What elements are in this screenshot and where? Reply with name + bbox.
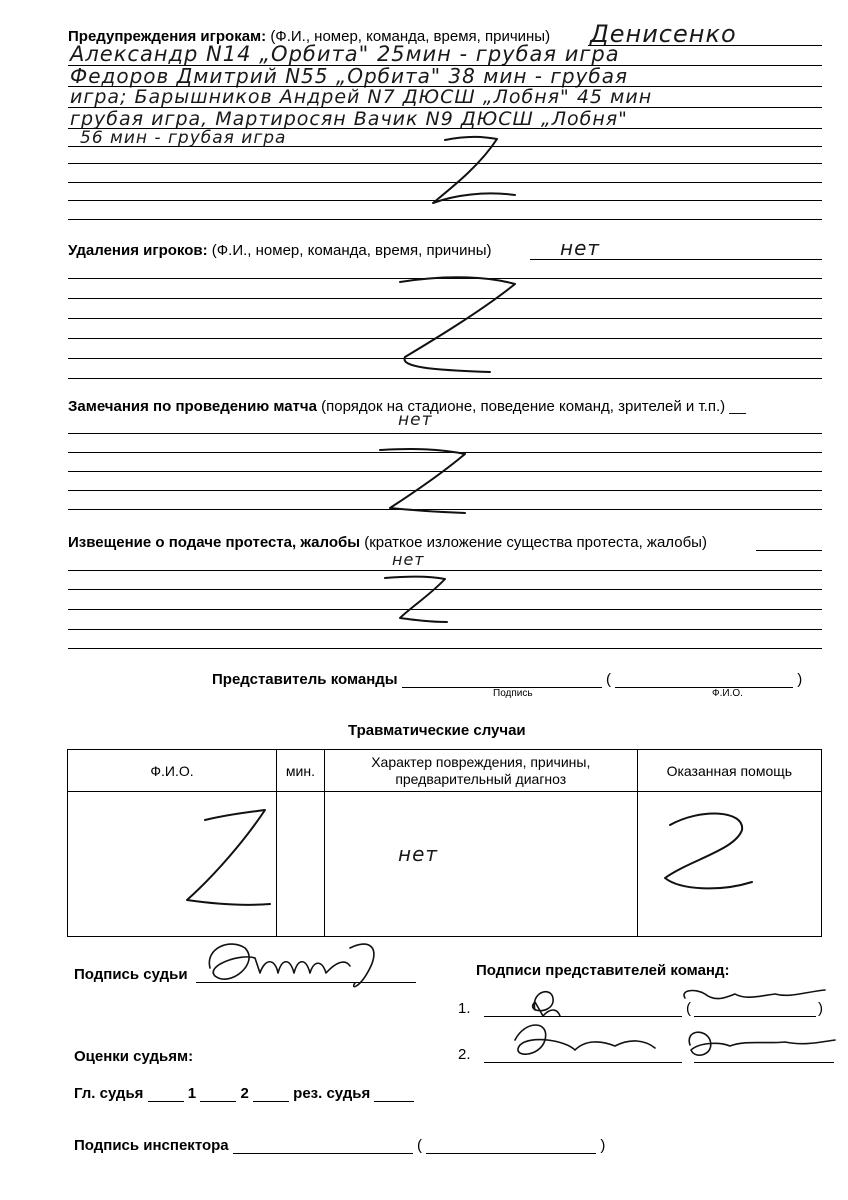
trauma-table [67,749,822,937]
rule [756,550,822,551]
rule [68,648,822,649]
rule [68,609,822,610]
rule [68,589,822,590]
grades-row [74,1084,414,1102]
team-rep-row [212,670,802,688]
rule [68,163,822,164]
remarks-heading: Замечания по проведению матча (порядок на стадионе, поведение команд, зрителей и т.п.) __ [68,398,746,415]
col-min: мин. [276,750,324,792]
rule [68,378,822,379]
rule [68,433,822,434]
rule [68,570,822,571]
rule [68,298,822,299]
paren-close: ) [818,1000,823,1017]
paren-close: ) [797,671,803,688]
paren-close: ) [600,1137,606,1154]
z-strike-mark [415,125,525,215]
reps-sign-label: Подписи представителей команд: [476,962,730,979]
rule [68,471,822,472]
team-rep-name-line [615,670,793,688]
protest-value: нет [392,550,425,569]
team-rep-sign-line [402,670,602,688]
warnings-hint: (Ф.И., номер, команда, время, причины) [270,28,551,45]
col-nature-line-2: предварительный диагноз [395,770,567,787]
rule [68,200,822,201]
cell-help [637,792,821,937]
inspector-label: Подпись инспектора [74,1137,229,1154]
team-rep-label: Представитель команды [212,671,398,688]
z-strike-mark [370,262,530,382]
protest-heading [68,534,707,551]
grade-two-line [253,1084,289,1102]
grades-two: 2 [240,1085,249,1102]
rule [68,318,822,319]
warnings-line-2: Федоров Дмитрий N55 „Орбита" 38 мин - грубая [70,64,628,88]
rep2-name-line [694,1062,834,1063]
referee-sign-label: Подпись судьи [74,966,188,983]
cell-nature [324,792,637,937]
warnings-line-0: Денисенко [590,20,737,48]
grades-reserve: рез. судья [293,1085,371,1102]
remarks-label: Замечания по проведению матча [68,398,317,415]
rule [68,452,822,453]
paren-open: ( [686,1000,691,1017]
rule [68,182,822,183]
inspector-row [74,1136,605,1154]
reps-num-1: 1. [458,1000,471,1017]
grades-main: Гл. судья [74,1085,144,1102]
removals-heading [68,242,492,259]
warnings-label: Предупреждения игрокам: [68,28,267,45]
grade-reserve-line [374,1084,414,1102]
protest-label: Извещение о подаче протеста, жалобы [68,534,361,551]
rule [68,219,822,220]
rule [68,490,822,491]
z-strike-mark [375,570,455,630]
rule [68,358,822,359]
warnings-line-3: игра; Барышников Андрей N7 ДЮСШ „Лобня" 45 мин [70,86,653,108]
inspector-sign-line [233,1136,413,1154]
reps-num-2: 2. [458,1046,471,1063]
referee-signature [200,928,400,998]
protest-hint: (краткое изложение существа протеста, жалобы) [364,534,707,551]
remarks-hint: (порядок на стадионе, поведение команд, зрителей и т.п.) [321,398,726,415]
warnings-line-4: грубая игра, Мартиросян Вачик N9 ДЮСШ „Лобня" [70,108,628,130]
rule [68,146,822,147]
reps-signatures [505,980,845,1075]
grade-one-line [200,1084,236,1102]
team-rep-sign-caption: Подпись [493,688,533,699]
col-help: Оказанная помощь [637,750,821,792]
team-rep-name-caption: Ф.И.О. [712,688,743,699]
col-name: Ф.И.О. [68,750,277,792]
col-nature [324,750,637,792]
rule [68,278,822,279]
warnings-line-1: Александр N14 „Орбита" 25мин - грубая игра [70,42,620,66]
rep1-name-line [694,1016,816,1017]
rule [68,629,822,630]
paren-open: ( [416,1137,422,1154]
rule [68,509,822,510]
removals-value: нет [560,236,601,260]
cell-min [276,792,324,937]
grades-label: Оценки судьям: [74,1048,194,1065]
trauma-title: Травматические случаи [348,722,526,739]
rule [68,338,822,339]
warnings-line-5: 56 мин - грубая игра [80,128,287,148]
grades-one: 1 [187,1085,197,1102]
rep1-sign-line [484,1016,682,1017]
rep2-sign-line [484,1062,682,1063]
cell-name [68,792,277,937]
referee-sign-line [196,982,416,983]
inspector-name-line [426,1136,596,1154]
paren-open: ( [605,671,611,688]
col-nature-line-1: Характер повреждения, причины, [371,753,591,770]
rule [588,45,822,46]
removals-hint: (Ф.И., номер, команда, время, причины) [211,242,492,259]
removals-label: Удаления игроков: [68,242,208,259]
remarks-value: нет [398,410,433,430]
trauma-value: нет [398,842,439,866]
grade-main-line [148,1084,184,1102]
